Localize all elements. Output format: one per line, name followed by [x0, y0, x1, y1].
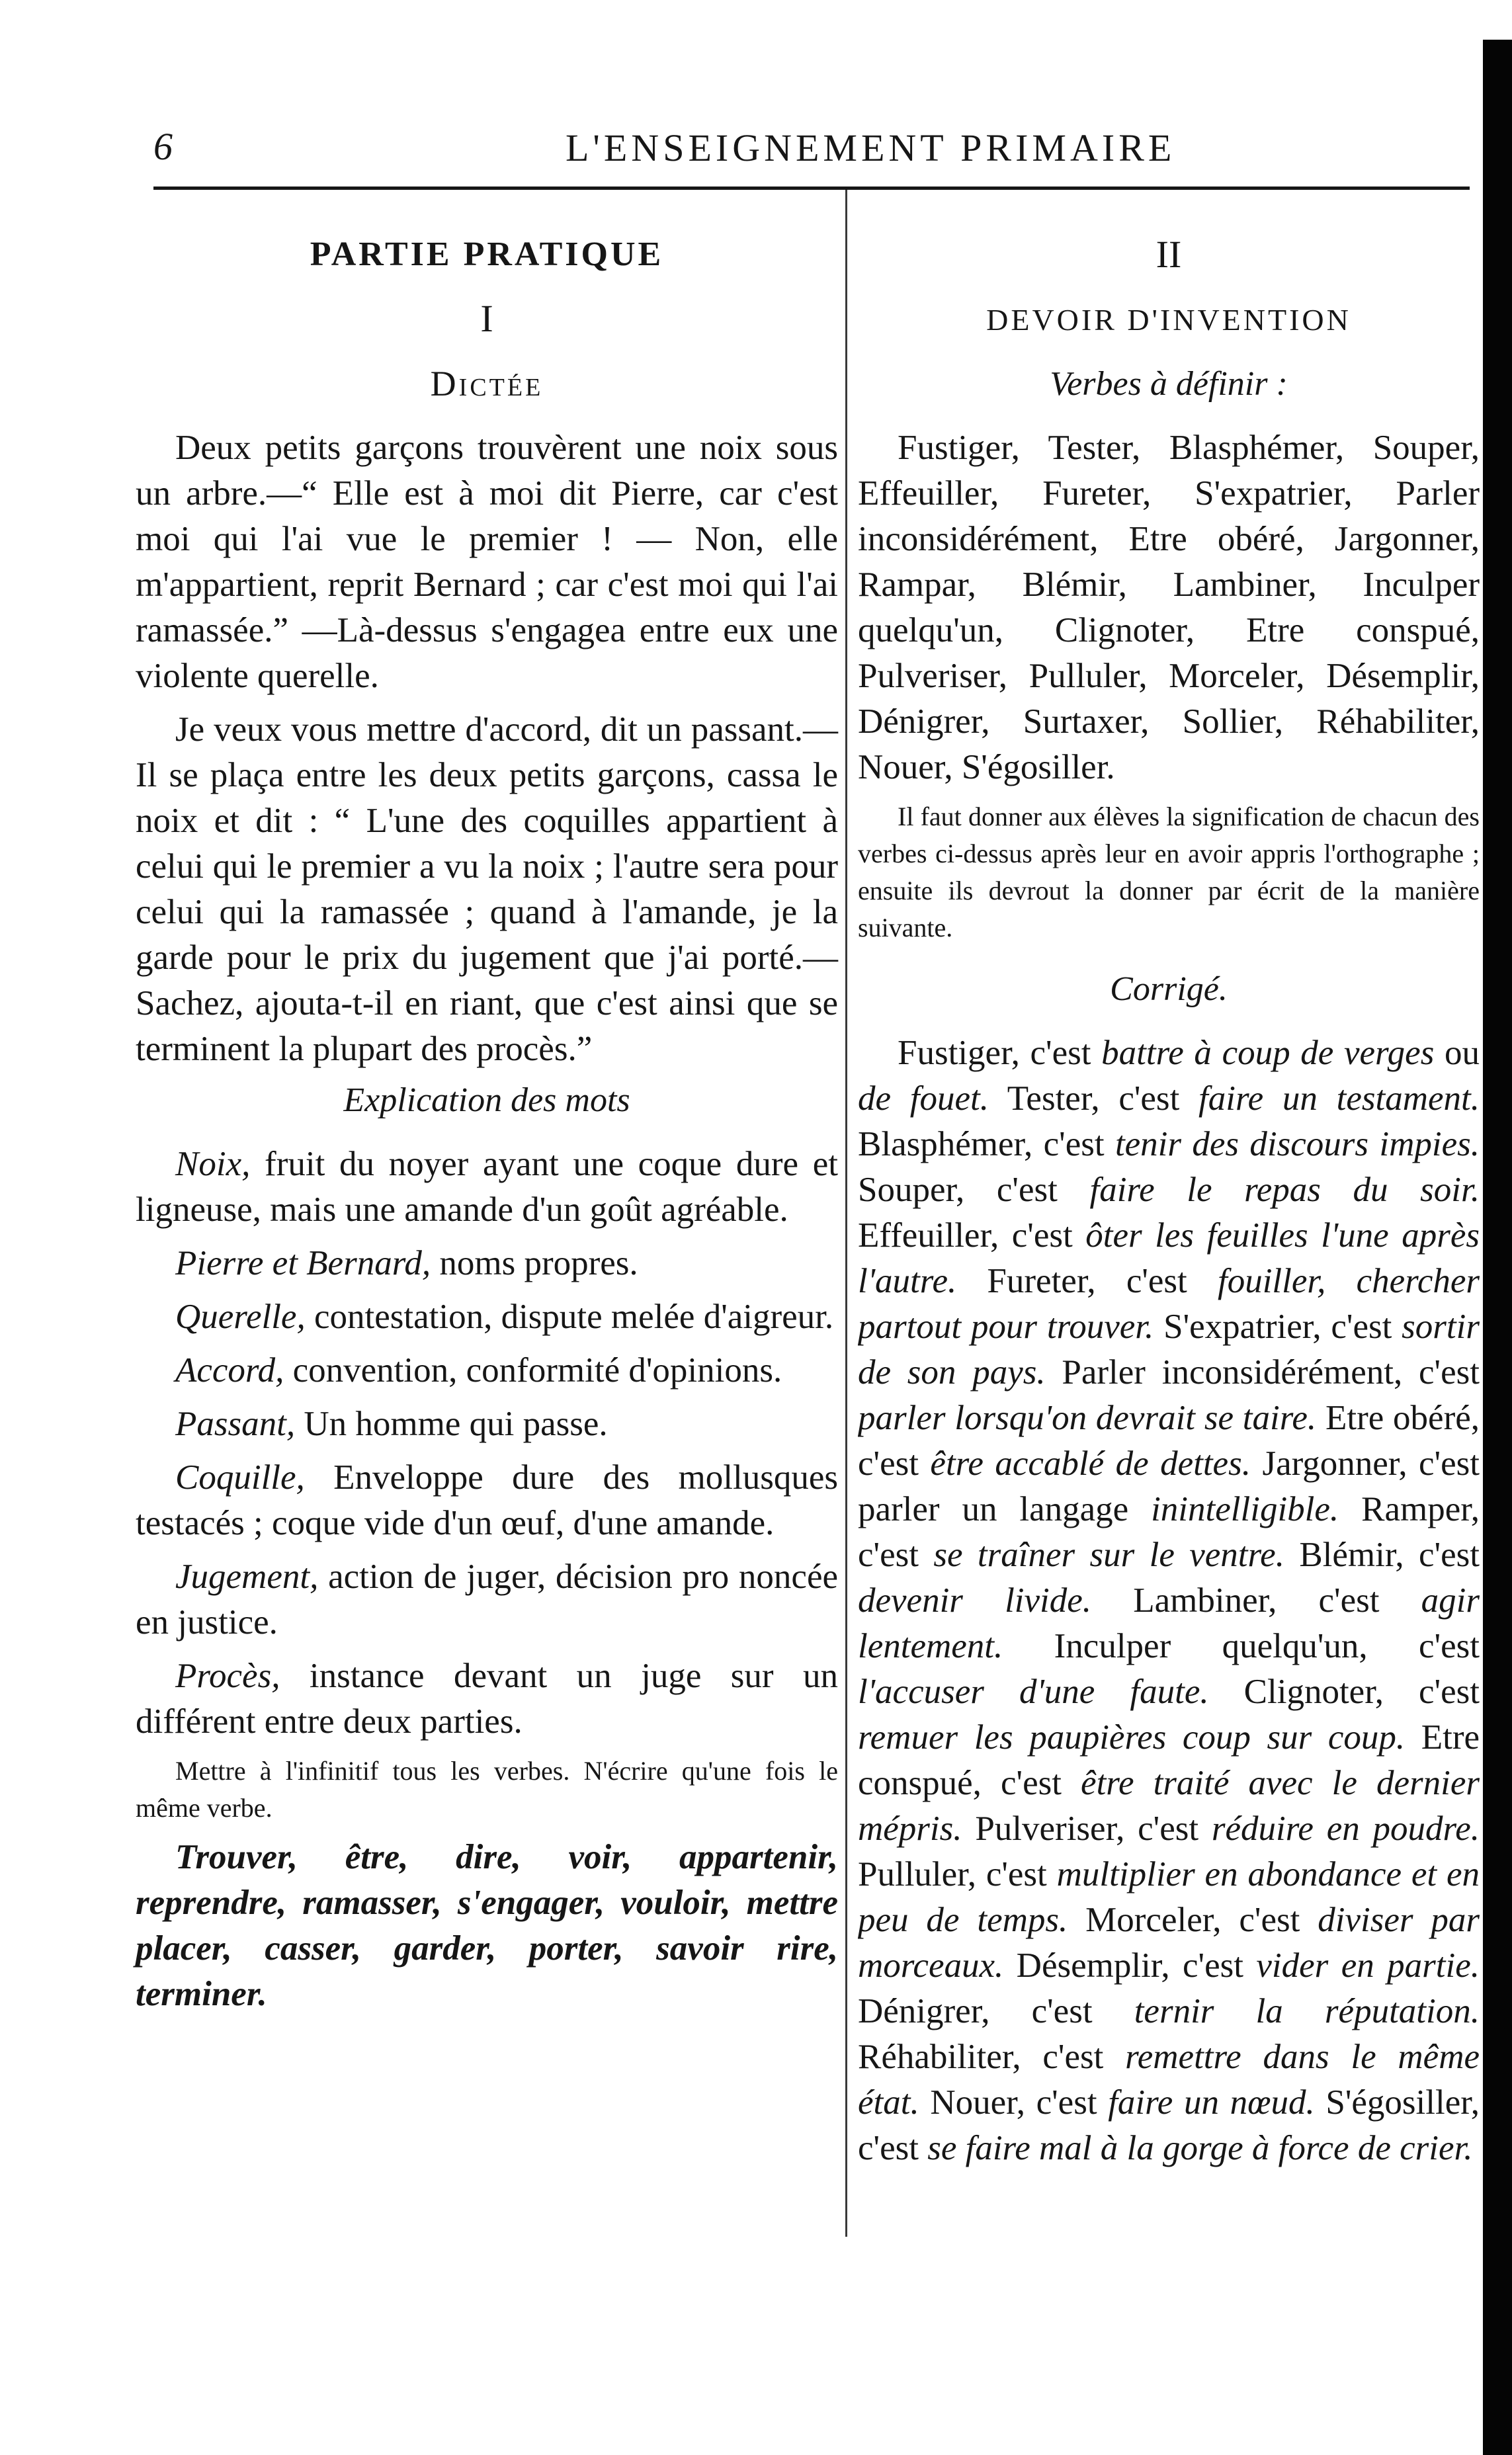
explication-heading: Explication des mots [343, 1081, 630, 1119]
definition-item [136, 1554, 838, 1645]
corrige-definition: devenir livide. [858, 1581, 1092, 1620]
corrige-definition: agir lentement. [858, 1581, 1480, 1665]
corrige-verb: Lambiner, c'est [1091, 1581, 1421, 1620]
corrige-definition: faire un testament. [1198, 1079, 1480, 1118]
corrige-verb: S'égosiller, c'est [858, 2083, 1480, 2167]
definition-text: Un homme qui passe. [295, 1405, 608, 1443]
verbs-paragraph: Fustiger, Tester, Blasphémer, Souper, Effeuiller, Fureter, S'expatrier, Parler inconsidérément, Etre obéré, Jargonner, Rampar, Blémir, Lambiner, Inculper quelqu'un, Clignoter, Etre conspué, Pulveriser, Pulluler, Morceler, Désemplir, Dénigrer, Surtaxer, Sollier, Réhabiliter, Nouer, S'égosiller. [858, 429, 1480, 786]
definition-term: Querelle, [175, 1298, 306, 1336]
section-number: I [480, 297, 493, 340]
corrige-verb: Réhabiliter, c'est [858, 2038, 1126, 2076]
corrige-verb: ou [1434, 1034, 1480, 1072]
definition-text: instance devant un juge sur un différent entre deux parties. [136, 1657, 838, 1741]
left-column [136, 231, 838, 2017]
header-rule [153, 187, 1470, 190]
definition-text: convention, conformité d'opinions. [284, 1351, 782, 1390]
dictation-paragraph: Deux petits garçons trouvèrent une noix sous un arbre.—“ Elle est à moi dit Pierre, car c'est moi qui l'ai vue le premier ! — Non, elle m'appartient, reprit Bernard ; car c'est moi qui l'ai ramassée.” —Là-dessus s'engagea entre eux une violente querelle. [136, 429, 838, 695]
corrige-definition: réduire en poudre. [1211, 1810, 1480, 1848]
running-title: L'ENSEIGNEMENT PRIMAIRE [566, 126, 1176, 169]
corrige-verb: Fustiger, c'est [898, 1034, 1102, 1072]
definition-item [136, 1241, 838, 1286]
dictation-paragraph: Je veux vous mettre d'accord, dit un passant.—Il se plaça entre les deux petits garçons, cassa le noix et dit : “ L'une des coquilles appartient à celui qui le premier a vu la noix ; l'autre sera pour celui qui la ramassée ; quand à l'amande, je la garde pour le prix du jugement que j'ai porté.—Sachez, ajouta-t-il en riant, que c'est ainsi que se terminent la plupart des procès.” [136, 710, 838, 1068]
corrige-verb: Inculper quelqu'un, c'est [1003, 1627, 1480, 1665]
corrige-verb: Pulveriser, c'est [962, 1810, 1212, 1848]
corrige-definition: vider en partie. [1256, 1946, 1480, 1985]
corrige-definition: tenir des discours impies. [1114, 1125, 1480, 1163]
corrige-heading: Corrigé. [1110, 970, 1228, 1008]
definition-item [136, 1401, 838, 1447]
section-title: PARTIE PRATIQUE [310, 235, 664, 273]
corrige-verb: Tester, c'est [988, 1079, 1199, 1118]
definition-term: Jugement, [175, 1558, 319, 1596]
corrige-definition: fouiller, chercher partout pour trouver. [858, 1262, 1480, 1346]
verbs-heading: Verbes à définir : [1050, 365, 1288, 403]
corrige-verb: Clignoter, c'est [1208, 1673, 1480, 1711]
page-number: 6 [153, 125, 173, 168]
corrige-definition: sortir de son pays. [858, 1308, 1480, 1392]
corrige-verb: Etre conspué, c'est [858, 1718, 1480, 1802]
teacher-note: Il faut donner aux élèves la signification de chacun des verbes ci-dessus après leur en avoir appris l'orthographe ; ensuite ils devrout la donner par écrit de la manière suivante. [858, 802, 1480, 942]
corrige-verb: Pulluler, c'est [858, 1855, 1057, 1893]
definition-text: fruit du noyer ayant une coque dure et ligneuse, mais une amande d'un goût agréable. [136, 1145, 838, 1229]
corrige-definition: faire un nœud. [1108, 2083, 1315, 2122]
corrige-definition: remettre dans le même état. [858, 2038, 1480, 2122]
corrige-paragraph [858, 1030, 1480, 2171]
definition-term: Accord, [175, 1351, 284, 1390]
definition-term: Procès, [175, 1657, 280, 1695]
instruction-note: Mettre à l'infinitif tous les verbes. N'écrire qu'une fois le même verbe. [136, 1756, 838, 1823]
section-number: II [1155, 233, 1182, 276]
corrige-verb: Blémir, c'est [1284, 1536, 1480, 1574]
corrige-definition: diviser par morceaux. [858, 1901, 1480, 1985]
corrige-definition: battre à coup de verges [1101, 1034, 1435, 1072]
definition-item [136, 1455, 838, 1546]
verb-list: Trouver, être, dire, voir, appartenir, reprendre, ramasser, s'engager, vouloir, mettre placer, casser, garder, porter, savoir rire, terminer. [136, 1838, 838, 2013]
corrige-verb: Ramper, c'est [858, 1490, 1480, 1574]
corrige-verb: Parler inconsidérément, c'est [1045, 1353, 1480, 1392]
definition-text: Enveloppe dure des mollusques testacés ; coque vide d'un œuf, d'une amande. [136, 1458, 838, 1542]
dictation-heading: Dictée [430, 364, 544, 403]
definition-item [136, 1348, 838, 1394]
corrige-verb: Jargonner, c'est parler un langage [858, 1444, 1480, 1528]
corrige-definition: parler lorsqu'on devrait se taire. [858, 1399, 1317, 1437]
devoir-heading: DEVOIR D'INVENTION [986, 303, 1351, 337]
definition-item [136, 1142, 838, 1233]
corrige-verb: Blasphémer, c'est [858, 1125, 1115, 1163]
definition-item [136, 1653, 838, 1745]
definition-text: noms propres. [431, 1244, 638, 1282]
corrige-verb: Souper, c'est [858, 1171, 1090, 1209]
corrige-verb: S'expatrier, c'est [1154, 1308, 1402, 1346]
corrige-verb: Désemplir, c'est [1003, 1946, 1257, 1985]
corrige-definition: se traîner sur le ventre. [933, 1536, 1284, 1574]
corrige-definition: de fouet. [858, 1079, 989, 1118]
corrige-definition: ôter les feuilles l'une après l'autre. [858, 1216, 1480, 1300]
corrige-verb: Effeuiller, c'est [858, 1216, 1086, 1255]
corrige-definition: se faire mal à la gorge à force de crier. [927, 2129, 1473, 2167]
corrige-definition: être traité avec le dernier mépris. [858, 1764, 1480, 1848]
corrige-definition: faire le repas du soir. [1089, 1171, 1480, 1209]
corrige-definition: inintelligible. [1151, 1490, 1339, 1528]
corrige-definition: multiplier en abondance et en peu de temps. [858, 1855, 1480, 1939]
definition-term: Passant, [175, 1405, 296, 1443]
corrige-verb: Fureter, c'est [956, 1262, 1218, 1300]
corrige-definition: l'accuser d'une faute. [858, 1673, 1209, 1711]
definition-term: Coquille, [175, 1458, 305, 1497]
corrige-verb: Nouer, c'est [919, 2083, 1109, 2122]
definition-text: contestation, dispute melée d'aigreur. [305, 1298, 834, 1336]
corrige-definition: être accablé de dettes. [930, 1444, 1251, 1483]
definition-term: Pierre et Bernard, [175, 1244, 431, 1282]
scan-edge-shadow [1483, 40, 1512, 2455]
definition-term: Noix, [175, 1145, 251, 1183]
corrige-definition: remuer les paupières coup sur coup. [858, 1718, 1406, 1757]
corrige-verb: Dénigrer, c'est [858, 1992, 1134, 2030]
definition-text: action de juger, décision pro noncée en justice. [136, 1558, 838, 1642]
right-column [858, 231, 1480, 2171]
definition-item [136, 1294, 838, 1340]
corrige-verb: Morceler, c'est [1068, 1901, 1318, 1939]
corrige-verb: Etre obéré, c'est [858, 1399, 1480, 1483]
corrige-definition: ternir la réputation. [1134, 1992, 1480, 2030]
column-rule [845, 190, 847, 2237]
